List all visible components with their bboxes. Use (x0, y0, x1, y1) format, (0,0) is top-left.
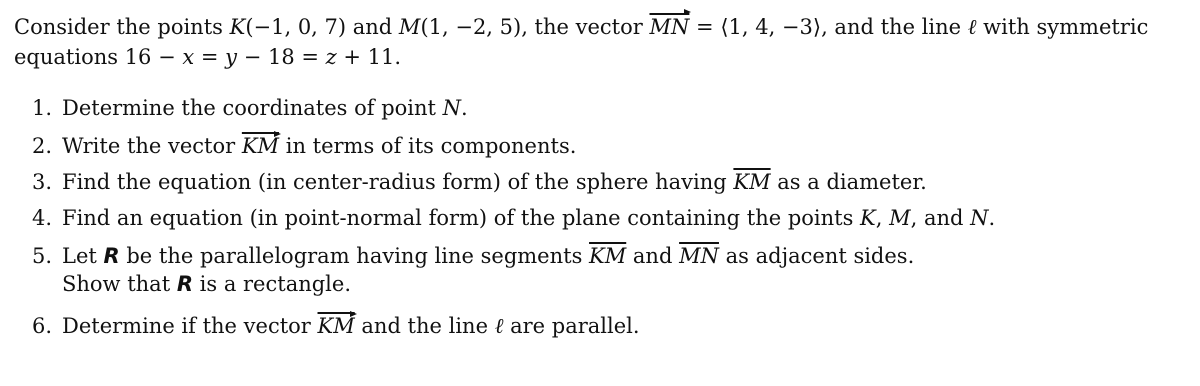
question-line-1 (62, 244, 914, 268)
question-item (32, 242, 1182, 298)
intro-text: and (346, 15, 399, 39)
vector-km-symbol: KM (241, 134, 280, 158)
question-text-part: . (461, 96, 468, 120)
question-item (32, 170, 1182, 194)
question-text-part: Find an equation (in point-normal form) of the plane containing the points (62, 206, 861, 230)
variable-x: x (182, 45, 195, 69)
question-text (62, 314, 1182, 339)
line-ell-symbol: ℓ (494, 314, 504, 338)
problem-intro (14, 12, 1194, 72)
question-text-part: is a rectangle. (192, 272, 351, 296)
point-n-symbol: N (970, 206, 989, 230)
question-text (62, 134, 1182, 158)
vector-km-symbol: KM (317, 314, 355, 338)
question-number: 4. (32, 206, 53, 230)
question-text-part: as a diameter. (770, 170, 927, 194)
question-text-part: Let (62, 244, 104, 268)
point-k-symbol: K (860, 206, 876, 230)
variable-z: z (325, 45, 337, 69)
equation-text: − 18 = (237, 45, 326, 69)
question-text-part: , (875, 206, 890, 230)
equation-text: equations 16 − (14, 45, 183, 69)
question-text (62, 242, 1182, 298)
vector-mn-value: = ⟨1, 4, −3⟩, and the line (689, 15, 968, 39)
point-n-symbol: N (442, 96, 462, 120)
question-text-part: be the parallelogram having line segments (119, 244, 590, 268)
intro-text: Consider the points (14, 15, 230, 39)
question-text-part: Find the equation (in center-radius form) of the sphere having (62, 170, 734, 194)
question-text (62, 206, 1182, 230)
question-item (32, 314, 1182, 339)
question-number: 3. (32, 170, 53, 194)
question-text-part: Determine the coordinates of point (62, 96, 443, 120)
intro-line-2 (14, 42, 1194, 72)
question-number: 5. (32, 244, 53, 268)
question-text-part: in terms of its components. (279, 134, 577, 158)
question-text-part: , and (910, 206, 971, 230)
question-number: 6. (32, 314, 53, 338)
question-item (32, 134, 1182, 158)
question-list (32, 96, 1182, 339)
question-text-part: as adjacent sides. (718, 244, 915, 268)
variable-y: y (225, 45, 238, 69)
point-m-symbol: M (398, 15, 421, 39)
question-line-2 (62, 272, 351, 296)
region-r-symbol: R (103, 244, 120, 268)
point-k-symbol: K (229, 15, 246, 39)
point-k-coords: (−1, 0, 7) (245, 15, 347, 39)
question-text (62, 96, 1182, 120)
line-ell-symbol: ℓ (967, 15, 977, 39)
question-text-part: Write the vector (62, 134, 242, 158)
question-text-part: and (626, 244, 680, 268)
question-number: 1. (32, 96, 53, 120)
question-text-part: and the line (354, 314, 495, 338)
vector-mn-symbol: MN (649, 12, 689, 42)
question-item (32, 206, 1182, 230)
equation-text: = (194, 45, 226, 69)
equation-text: + 11. (336, 45, 402, 69)
point-m-coords: (1, −2, 5) (420, 15, 522, 39)
question-text-part: . (988, 206, 996, 230)
point-m-symbol: M (889, 206, 911, 230)
region-r-symbol: R (176, 272, 193, 296)
question-item (32, 96, 1182, 120)
segment-km-symbol: KM (733, 170, 771, 194)
question-text (62, 170, 1182, 194)
question-text-part: Show that (62, 272, 177, 296)
intro-text: , the vector (521, 15, 650, 39)
question-text-part: are parallel. (503, 314, 640, 338)
question-number: 2. (32, 134, 53, 158)
intro-line-1 (14, 12, 1194, 42)
segment-km-symbol: KM (589, 244, 627, 268)
question-text-part: Determine if the vector (62, 314, 318, 338)
segment-mn-symbol: MN (679, 244, 719, 268)
intro-text: with symmetric (976, 15, 1149, 39)
